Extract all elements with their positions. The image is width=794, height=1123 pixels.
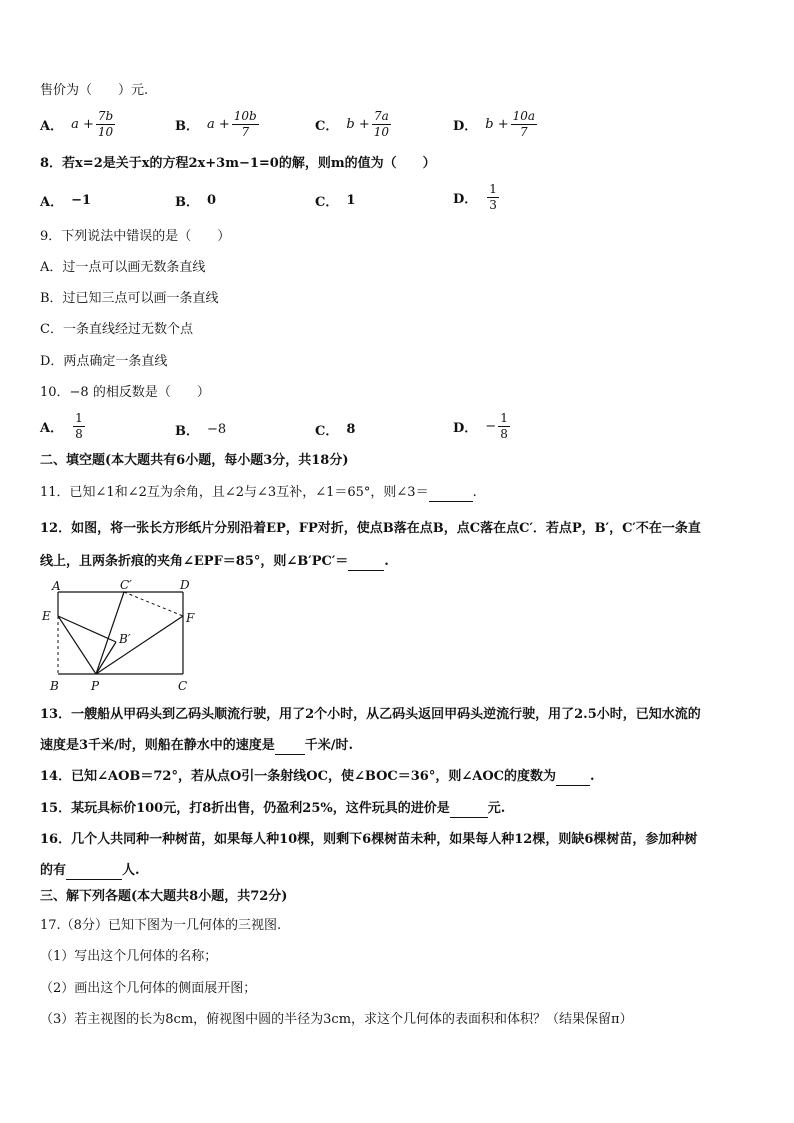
q11 xyxy=(40,484,477,502)
q8-option-b[interactable] xyxy=(175,191,216,210)
answer-blank[interactable] xyxy=(66,865,122,880)
q12-line1: 12．如图，将一张长方形纸片分别沿着EP，FP对折，使点B落在点B，点C落在点C′．若点P，B′，C′不在一条直 xyxy=(40,521,701,536)
option-value: 8 xyxy=(346,422,356,437)
answer-blank[interactable] xyxy=(556,771,590,786)
q14-end: . xyxy=(590,769,595,784)
q10-option-a[interactable] xyxy=(40,411,87,442)
folding-figure xyxy=(38,578,208,700)
q16-line2 xyxy=(40,862,140,880)
q10-option-d[interactable] xyxy=(453,411,512,442)
label-d: D xyxy=(180,578,190,592)
section-3-heading: 三、解下列各题(本大题共8小题，共72分) xyxy=(40,889,288,904)
denominator: 8 xyxy=(75,427,83,441)
section-2-heading: 二、填空题(本大题共有6小题，每小题3分，共18分) xyxy=(40,453,349,468)
option-value: 1 xyxy=(346,193,356,208)
q8-option-d[interactable] xyxy=(453,182,501,213)
numerator: 1 xyxy=(489,182,497,196)
numerator: 1 xyxy=(500,411,508,425)
option-lead: b + xyxy=(485,117,509,132)
fraction xyxy=(73,411,85,442)
option-value: 0 xyxy=(207,193,217,208)
numerator: 7a xyxy=(373,109,389,123)
option-label: B． xyxy=(175,119,199,134)
q9-option-c[interactable]: C．一条直线经过无数个点 xyxy=(40,322,193,337)
q8-option-a[interactable] xyxy=(40,191,91,210)
option-label: B． xyxy=(175,195,199,210)
q8-stem: 8．若x=2是关于x的方程2x+3m−1=0的解，则m的值为（ ） xyxy=(40,156,436,171)
q16-line1: 16．几个人共同种一种树苗，如果每人种10棵，则剩下6棵树苗未种，如果每人种12棵，则缺6棵树苗，参加种树 xyxy=(40,832,698,847)
option-label: C． xyxy=(315,195,339,210)
q15-text: 15．某玩具标价100元，打8折出售，仍盈利25%，这件玩具的进价是 xyxy=(40,801,450,816)
option-lead: a + xyxy=(71,117,94,132)
answer-blank[interactable] xyxy=(348,556,384,571)
fraction xyxy=(232,109,259,140)
answer-blank[interactable] xyxy=(275,740,305,755)
label-p: P xyxy=(91,679,100,693)
minus-sign: − xyxy=(485,419,497,434)
q12-text: 线上，且两条折痕的夹角∠EPF＝85°，则∠B′PC′＝ xyxy=(40,554,349,569)
option-lead: a + xyxy=(207,117,230,132)
option-label: D． xyxy=(453,192,478,207)
q13-text: 速度是3千米/时，则船在静水中的速度是 xyxy=(40,738,275,753)
q15 xyxy=(40,800,505,818)
q7-option-c[interactable] xyxy=(315,109,393,140)
numerator: 1 xyxy=(75,411,83,425)
option-value: −8 xyxy=(207,422,227,437)
fraction xyxy=(511,109,537,140)
option-label: D． xyxy=(453,421,478,436)
option-label: C． xyxy=(315,424,339,439)
option-value: −1 xyxy=(71,193,92,208)
q12-end: . xyxy=(384,554,389,569)
q16-end: 人. xyxy=(122,863,140,878)
q7-tail: 售价为（ ）元. xyxy=(40,83,149,98)
denominator: 7 xyxy=(520,125,528,139)
denominator: 10 xyxy=(373,125,389,139)
q13-line1: 13．一艘船从甲码头到乙码头顺流行驶，用了2个小时，从乙码头返回甲码头逆流行驶，用了2.5小时，已知水流的 xyxy=(40,707,701,722)
q17-sub2: （2）画出这个几何体的侧面展开图； xyxy=(40,981,257,996)
q17-sub3: （3）若主视图的长为8cm，俯视图中圆的半径为3cm，求这个几何体的表面积和体积？（结果保留π） xyxy=(40,1012,633,1027)
q11-text: 11．已知∠1和∠2互为余角，且∠2与∠3互补，∠1＝65°，则∠3＝ xyxy=(40,485,429,500)
option-label: D． xyxy=(453,119,478,134)
q10-option-c[interactable] xyxy=(315,420,355,439)
denominator: 3 xyxy=(489,198,497,212)
q15-end: 元. xyxy=(487,801,506,816)
label-e: E xyxy=(42,609,51,623)
fraction xyxy=(96,109,115,140)
label-b-prime: B′ xyxy=(119,632,131,646)
q17-stem: 17.（8分）已知下图为一几何体的三视图. xyxy=(40,918,282,933)
q10-option-b[interactable] xyxy=(175,420,226,439)
label-c: C xyxy=(178,679,188,693)
q9-option-a[interactable]: A．过一点可以画无数条直线 xyxy=(40,260,206,275)
q8-option-c[interactable] xyxy=(315,191,355,210)
q12-line2 xyxy=(40,553,389,571)
numerator: 10b xyxy=(233,109,257,123)
label-a: A xyxy=(52,579,61,593)
option-lead: b + xyxy=(346,117,370,132)
q14 xyxy=(40,768,595,786)
numerator: 7b xyxy=(97,109,114,123)
q9-option-b[interactable]: B．过已知三点可以画一条直线 xyxy=(40,291,219,306)
label-f: F xyxy=(186,611,195,625)
q10-stem: 10．−8 的相反数是（ ） xyxy=(40,385,210,400)
option-label: C． xyxy=(315,119,339,134)
q11-end: . xyxy=(472,485,477,500)
q7-option-b[interactable] xyxy=(175,109,261,140)
q14-text: 14．已知∠AOB＝72°，若从点O引一条射线OC，使∠BOC＝36°，则∠AOC的度数为 xyxy=(40,769,557,784)
q16-text: 的有 xyxy=(40,863,67,878)
denominator: 8 xyxy=(500,427,508,441)
option-label: A． xyxy=(40,195,64,210)
denominator: 7 xyxy=(241,125,250,139)
numerator: 10a xyxy=(512,109,536,123)
option-label: A． xyxy=(40,421,64,436)
q13-end: 千米/时. xyxy=(304,738,354,753)
denominator: 10 xyxy=(97,125,114,139)
label-b: B xyxy=(50,679,59,693)
option-label: B． xyxy=(175,424,199,439)
fraction xyxy=(372,109,391,140)
label-c-prime: C′ xyxy=(120,578,132,592)
q7-option-a[interactable] xyxy=(40,109,117,140)
answer-blank[interactable] xyxy=(450,803,488,818)
answer-blank[interactable] xyxy=(429,487,473,502)
fraction xyxy=(498,411,510,442)
option-label: A． xyxy=(40,119,64,134)
q7-option-d[interactable] xyxy=(453,109,539,140)
q9-stem: 9．下列说法中错误的是（ ） xyxy=(40,229,231,244)
q9-option-d[interactable]: D．两点确定一条直线 xyxy=(40,354,168,369)
q17-sub1: （1）写出这个几何体的名称； xyxy=(40,949,218,964)
q13-line2 xyxy=(40,737,353,755)
fraction xyxy=(487,182,499,213)
